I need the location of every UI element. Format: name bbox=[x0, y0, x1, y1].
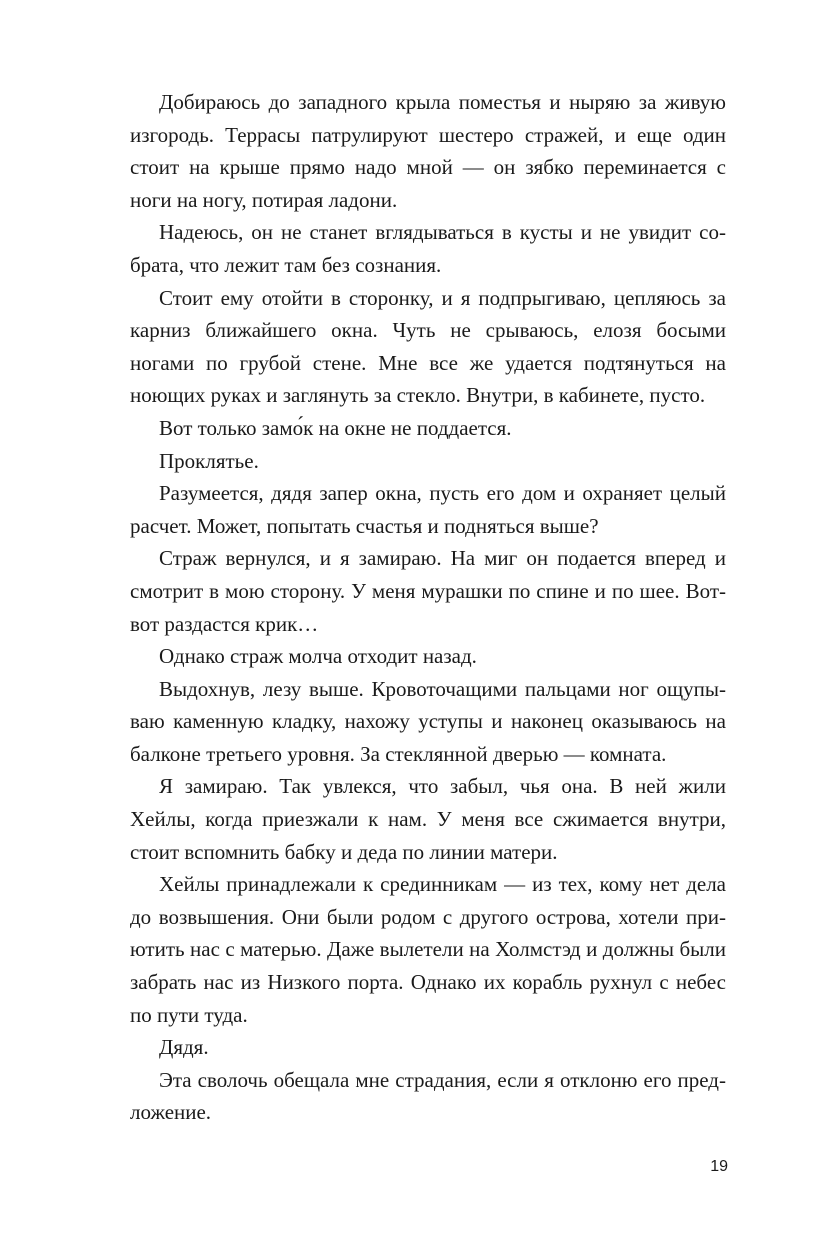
paragraph-10: Я замираю. Так увлекся, что забыл, чья она. В ней жили Хейлы, когда приезжали к нам. У меня все сжимается внутри, стоит вспомнить бабку и деда по линии матери. bbox=[130, 774, 726, 864]
paragraph-3: Стоит ему отойти в сторонку, и я подпрыгиваю, цепляюсь за карниз ближайшего окна. Чуть не срываюсь, елозя босыми ногами по грубой стене. Мне все же удается подтянуться на ноющих руках и заглянуть за стекло. Внутри, в кабинете, пусто. bbox=[130, 285, 726, 408]
paragraph-8: Однако страж молча отходит назад. bbox=[159, 644, 477, 669]
paragraph-11: Хейлы принадлежали к срединникам — из тех, кому нет дела до возвышения. Они были родом с другого острова, хотели приютить нас с матерью. Даже вылетели на Холмстэд и должны были забрать нас из Низкого порта. Однако их корабль рухнул с небес по пути туда. bbox=[130, 872, 726, 1027]
paragraph-4: Вот только замо́к на окне не поддается. bbox=[159, 415, 512, 440]
book-page-text bbox=[130, 86, 726, 1129]
paragraph-1: Добираюсь до западного крыла поместья и ныряю за живую изгородь. Террасы патрулируют шестеро стражей, и еще один стоит на крыше прямо надо мной — он зябко переминается с ноги на ногу, потирая ладони. bbox=[130, 90, 726, 212]
paragraph-9: Выдохнув, лезу выше. Кровоточащими пальцами ног ощупываю каменную кладку, нахожу уступы и наконец оказываюсь на балконе третьего уровня. За стеклянной дверью — комната. bbox=[130, 676, 726, 766]
paragraph-13: Эта сволочь обещала мне страдания, если я отклоню его предложение. bbox=[130, 1067, 726, 1125]
page-number: 19 bbox=[710, 1158, 728, 1175]
paragraph-7: Страж вернулся, и я замираю. На миг он подается вперед и смотрит в мою сторону. У меня мурашки по спине и по шее. Вот-вот раздастся крик… bbox=[130, 546, 726, 636]
paragraph-2: Надеюсь, он не станет вглядываться в кусты и не увидит собрата, что лежит там без сознания. bbox=[130, 220, 726, 277]
paragraph-12: Дядя. bbox=[159, 1035, 209, 1060]
paragraph-5: Проклятье. bbox=[159, 448, 259, 473]
paragraph-6: Разумеется, дядя запер окна, пусть его дом и охраняет целый расчет. Может, попытать счастья и подняться выше? bbox=[130, 481, 726, 538]
